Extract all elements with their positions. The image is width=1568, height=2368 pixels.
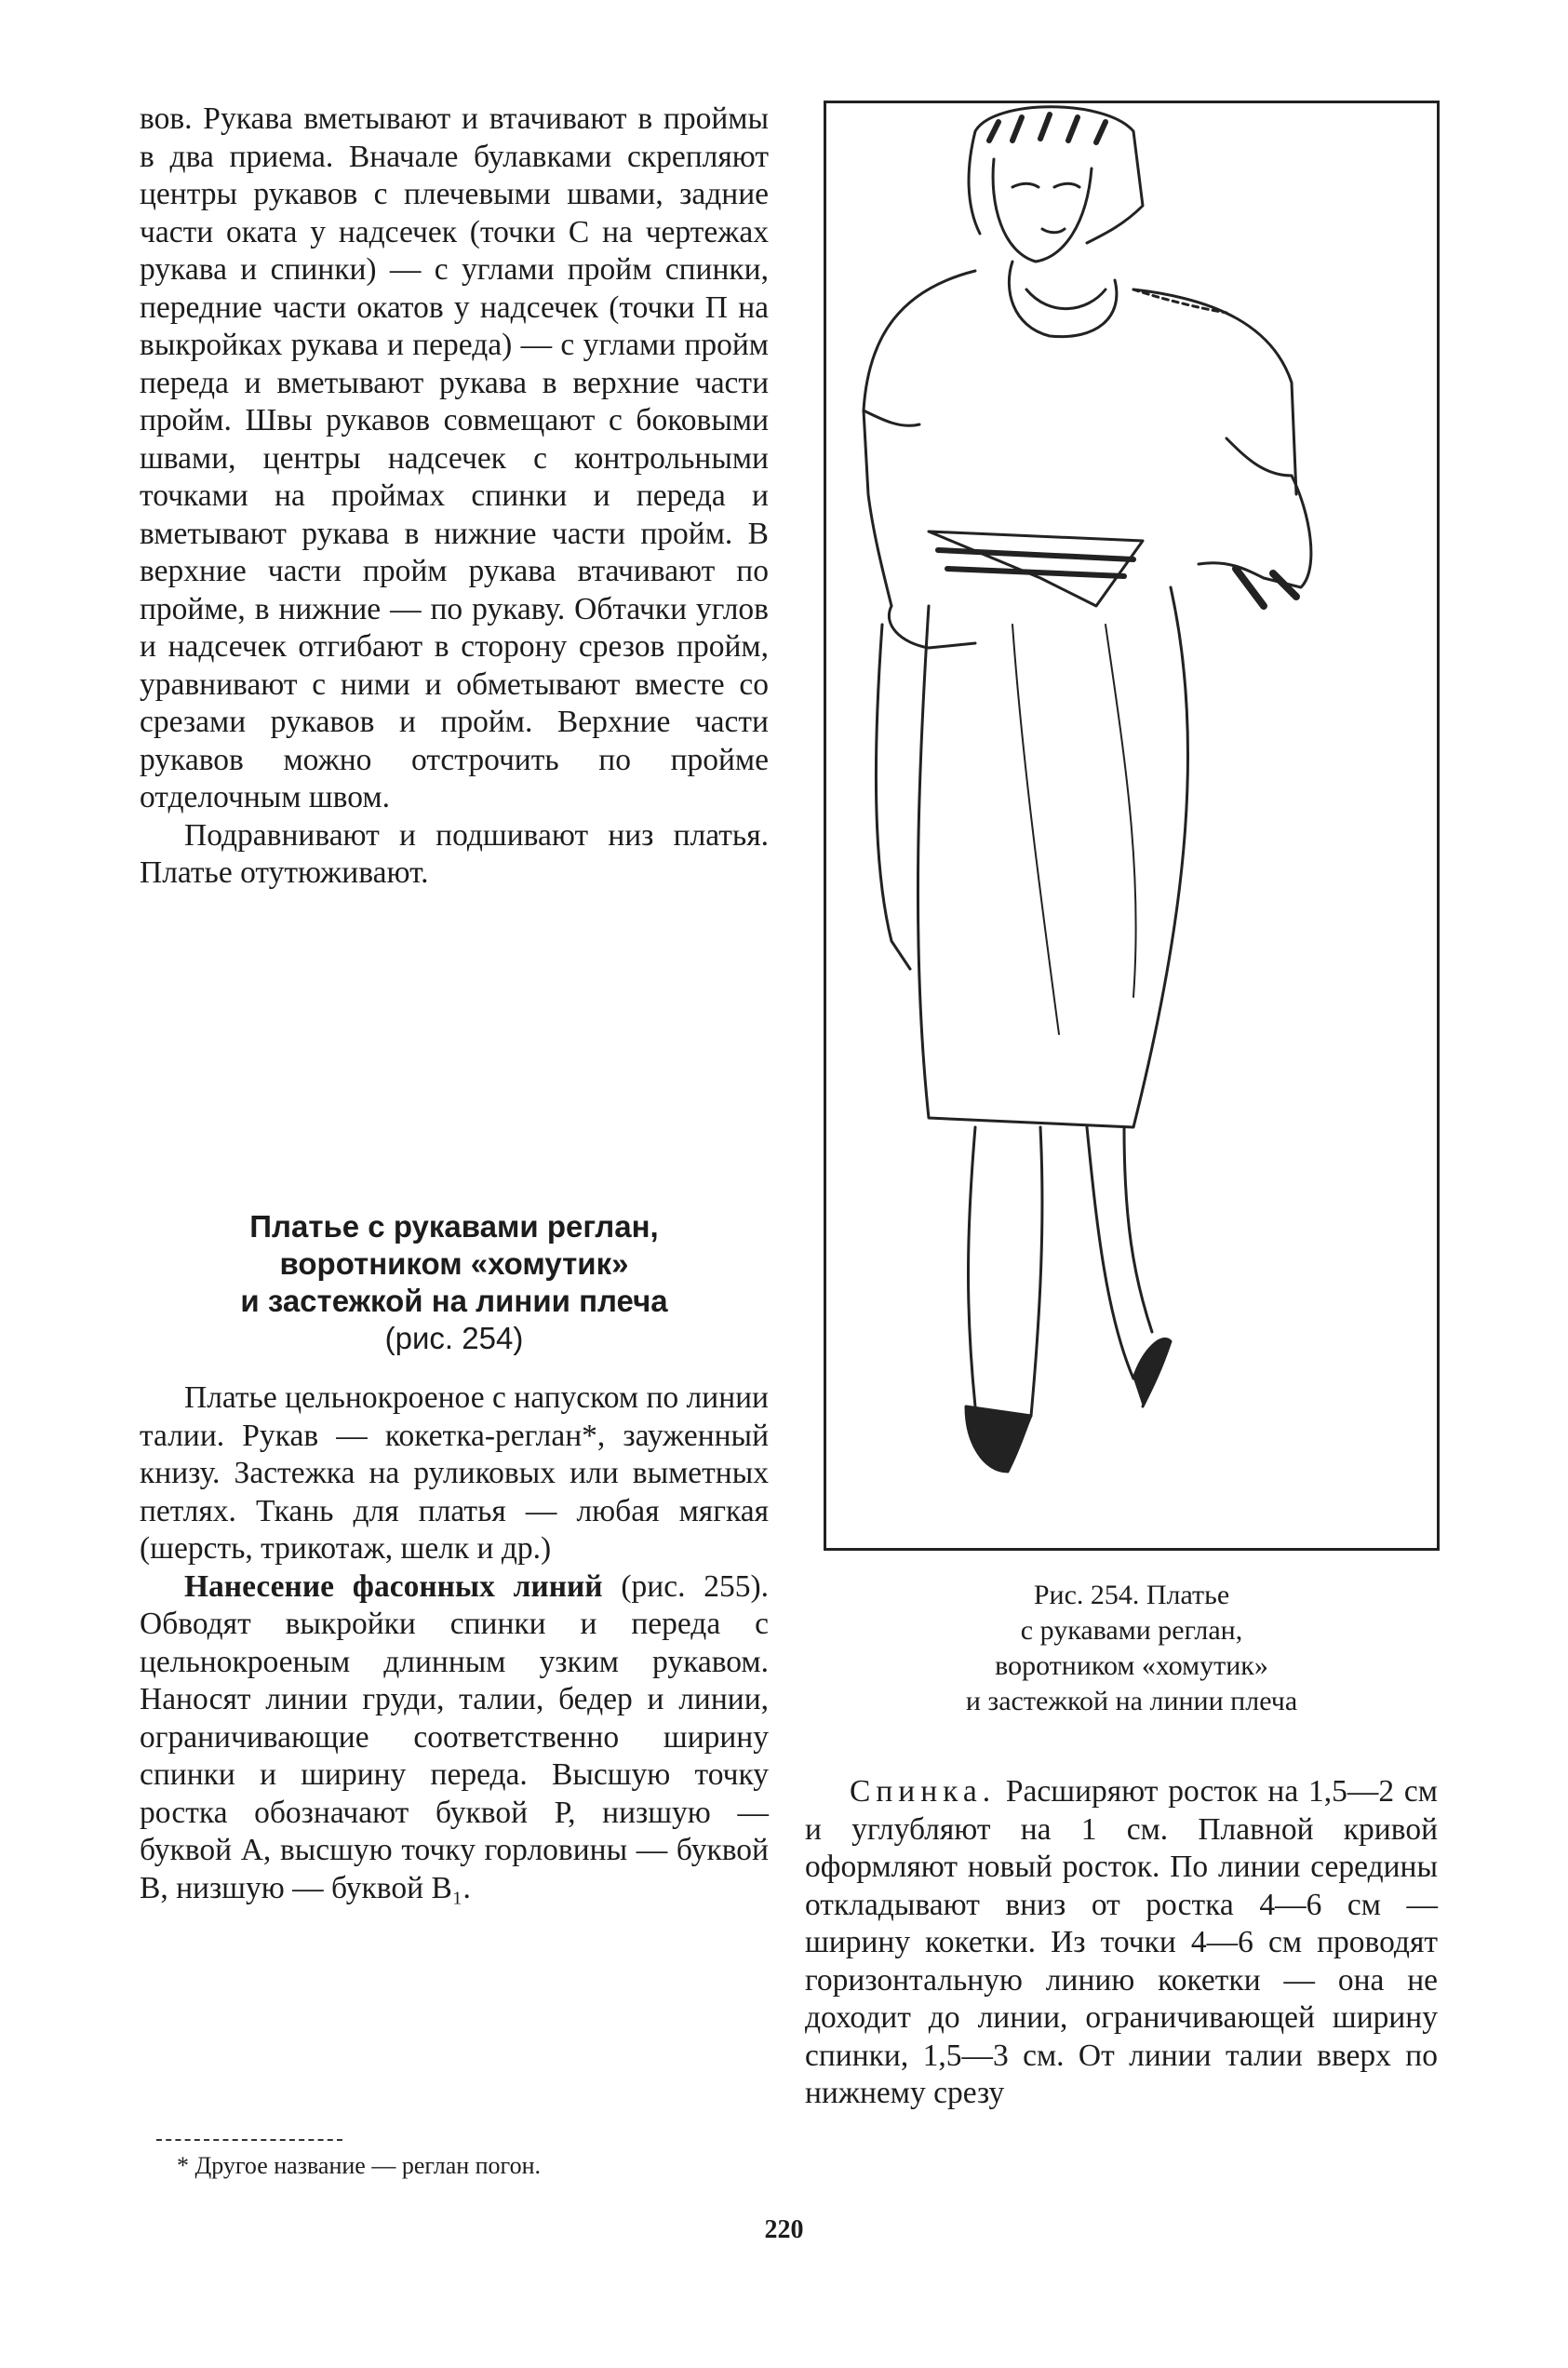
footnote: * Другое название — реглан погон. — [177, 2152, 541, 2179]
paragraph-style-lines — [140, 1568, 769, 1908]
left-arm — [876, 625, 910, 969]
left-column — [140, 101, 769, 893]
paragraph-sleeve-attachment: вов. Рукава вметывают и втачивают в проймы в два приема. Вначале булавками скрепляют центры рукавов с плечевыми швами, задние части оката у надсечек (точки С на чертежах рукава и спинки) — с углами пройм спинки, передние части окатов у надсечек (точки П на выкройках рукава и переда) — с углами пройм переда и вметывают рукава в верхние части пройм. Швы рукавов совмещают с боковыми швами, центры надсечек с контрольными точками на проймах спинки и переда и вметывают рукава в нижние части пройм. В верхние части пройм рукава втачивают по пройме, в нижние — по рукаву. Обтачки углов и надсечек отгибают в сторону срезов пройм, уравнивают с ними и обметывают вместе со срезами рукавов и пройм. Верхние части рукавов можно отстрочить по пройме отделочным швом. — [140, 101, 769, 814]
shoes — [966, 1339, 1171, 1472]
right-arm — [1199, 476, 1311, 587]
paragraph-back-text: Расширяют росток на 1,5—2 см и углубляют на 1 см. Плавной кривой оформляют новый росток. По линии середины откладывают вниз от ростка 4—6 см — ширину кокетки. Из точки 4—6 см проводят горизонтальную линию кокетки — она не доходит до линии, ограничивающей ширину спинки, 1,5—3 см. От линии талии вверх по нижнему срезу — [805, 1774, 1438, 2110]
heading-line-1: Платье с рукавами реглан, — [249, 1209, 659, 1244]
figure-illustration-frame — [824, 101, 1440, 1551]
paragraph-lead-spaced: Спинка. — [850, 1774, 997, 1809]
heading-line-3: и застежкой на линии плеча — [240, 1284, 668, 1318]
paragraph-lead-bold: Нанесение фасонных линий — [184, 1568, 603, 1604]
figure-caption: Рис. 254. Платье с рукавами реглан, воротником «хомутик» и застежкой на линии плеча — [965, 1580, 1298, 1716]
footnote-divider — [156, 2139, 342, 2141]
right-column — [805, 1773, 1438, 2113]
paragraph-back-piece — [805, 1773, 1438, 2113]
section-heading — [140, 1208, 769, 1357]
skirt-outline — [918, 587, 1187, 1127]
page-number: 220 — [764, 2215, 804, 2244]
paragraph-finishing: Подравнивают и подшивают низ платья. Платье отутюживают. — [140, 817, 769, 890]
face-outline — [993, 159, 1092, 262]
paragraph-dress-description: Платье цельнокроеное с напуском по линии талии. Рукав — кокетка-реглан*, зауженный книзу. Застежка на руликовых или выметных петлях. Ткань для платья — любая мягкая (шерсть, трикотаж, шелк и др.) — [140, 1380, 769, 1566]
heading-figure-ref: (рис. 254) — [384, 1321, 524, 1355]
heading-line-2: воротником «хомутик» — [279, 1246, 629, 1281]
dress-illustration — [826, 103, 1437, 1548]
left-column-lower — [140, 1379, 769, 1907]
cowl-collar — [1009, 262, 1117, 337]
legs — [969, 1127, 1153, 1416]
paragraph-lead-rest: (рис. 255). Обводят выкройки спинки и переда с цельнокроеным длинным узким рукавом. Наносят линии груди, талии, бедер и линии, ограничивающие соответственно ширину спинки и ширину переда. Высшую точку ростка обозначают буквой Р, низшую — буквой А, высшую точку горловины — буквой В, низшую — буквой В₁. — [140, 1568, 769, 1905]
